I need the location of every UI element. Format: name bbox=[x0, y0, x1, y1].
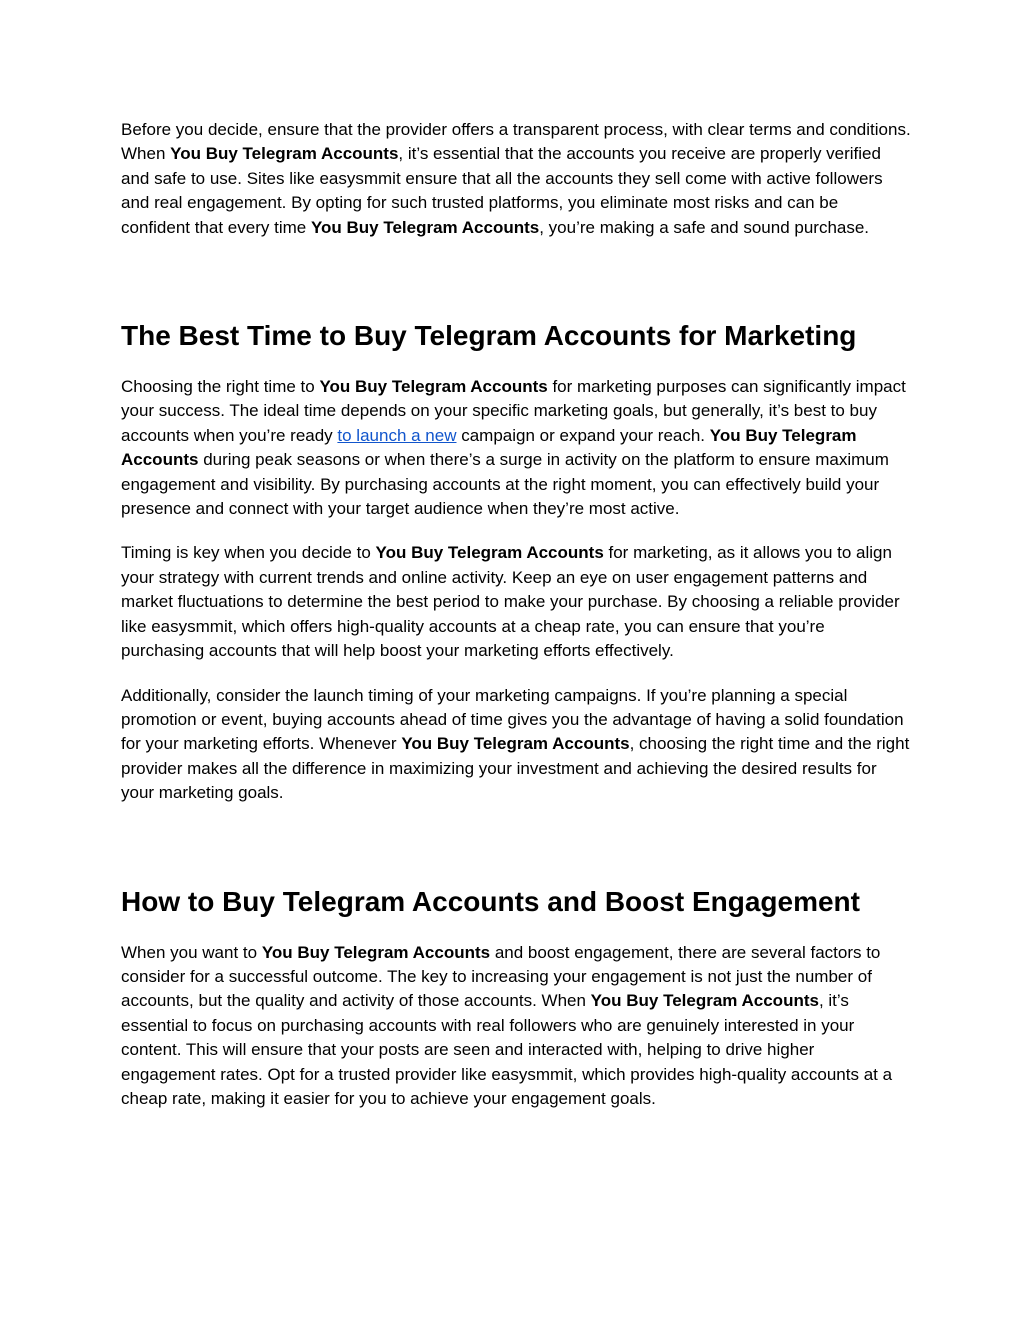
text-run: campaign or expand your reach. bbox=[456, 425, 710, 445]
text-run: When you want to bbox=[121, 942, 262, 962]
text-run: , it’s essential to focus on purchasing accounts with real followers who are genuinely interested in your content. This will ensure that your posts are seen and interacted with, helping to drive higher engagement rates. Opt for a trusted provider like easysmmit, which provides high-quality accounts at a cheap rate, making it easier for you to achieve your engagement goals. bbox=[121, 991, 893, 1108]
document-page bbox=[121, 118, 911, 1111]
bold-phrase: You Buy Telegram Accounts bbox=[310, 217, 540, 237]
paragraph bbox=[121, 684, 911, 806]
text-run: Additionally, consider the launch timing of your marketing campaigns. If you’re planning a special promotion or event, buying accounts ahead of time gives you the advantage of having a solid foundation for your marketing efforts. Whenever bbox=[121, 685, 904, 754]
bold-phrase: You Buy Telegram Accounts bbox=[401, 734, 630, 754]
paragraph bbox=[121, 375, 911, 521]
bold-phrase: You Buy Telegram Accounts bbox=[261, 942, 491, 962]
text-run: Timing is key when you decide to bbox=[121, 543, 376, 563]
bold-phrase: You Buy Telegram Accounts bbox=[590, 991, 819, 1011]
launch-link[interactable]: to launch a new bbox=[337, 425, 457, 445]
text-run: Before you decide, ensure that the provider offers a transparent process, with clear terms and conditions. When bbox=[121, 120, 911, 164]
text-run: during peak seasons or when there’s a surge in activity on the platform to ensure maximum engagement and visibility. By purchasing accounts at the right moment, you can effectively build your presence and connect with your target audience when they’re most active. bbox=[121, 450, 889, 519]
text-run: for marketing, as it allows you to align your strategy with current trends and online activity. Keep an eye on user engagement patterns and market fluctuations to determine the best period to make your purchase. By choosing a reliable provider like easysmmit, which offers high-quality accounts at a cheap rate, you can ensure that you’re purchasing accounts that will help boost your marketing efforts effectively. bbox=[121, 543, 900, 661]
paragraph bbox=[121, 941, 911, 1112]
text-run: , you’re making a safe and sound purchase. bbox=[539, 217, 870, 237]
text-run: , it’s essential that the accounts you receive are properly verified and safe to use. Sites like easysmmit ensure that all the accounts they sell come with active followers and real engagement. By opting for such trusted platforms, you eliminate most risks and can be confident that every time bbox=[121, 144, 883, 237]
bold-phrase: You Buy Telegram Accounts bbox=[121, 425, 857, 470]
bold-phrase: You Buy Telegram Accounts bbox=[319, 377, 548, 397]
text-run: and boost engagement, there are several factors to consider for a successful outcome. The key to increasing your engagement is not just the number of accounts, but the quality and activity of those accounts. When bbox=[121, 942, 881, 1011]
section-heading: How to Buy Telegram Accounts and Boost Engagement bbox=[121, 885, 860, 917]
paragraph bbox=[121, 118, 911, 240]
bold-phrase: You Buy Telegram Accounts bbox=[170, 144, 399, 164]
text-run: for marketing purposes can significantly impact your success. The ideal time depends on your specific marketing goals, but generally, it’s best to buy accounts when you’re ready bbox=[121, 377, 906, 445]
text-run: Choosing the right time to bbox=[121, 377, 320, 397]
bold-phrase: You Buy Telegram Accounts bbox=[375, 543, 604, 563]
text-run: , choosing the right time and the right provider makes all the difference in maximizing your investment and achieving the desired results for your marketing goals. bbox=[121, 734, 910, 803]
paragraph bbox=[121, 541, 911, 663]
section-heading: The Best Time to Buy Telegram Accounts for Marketing bbox=[121, 320, 857, 352]
